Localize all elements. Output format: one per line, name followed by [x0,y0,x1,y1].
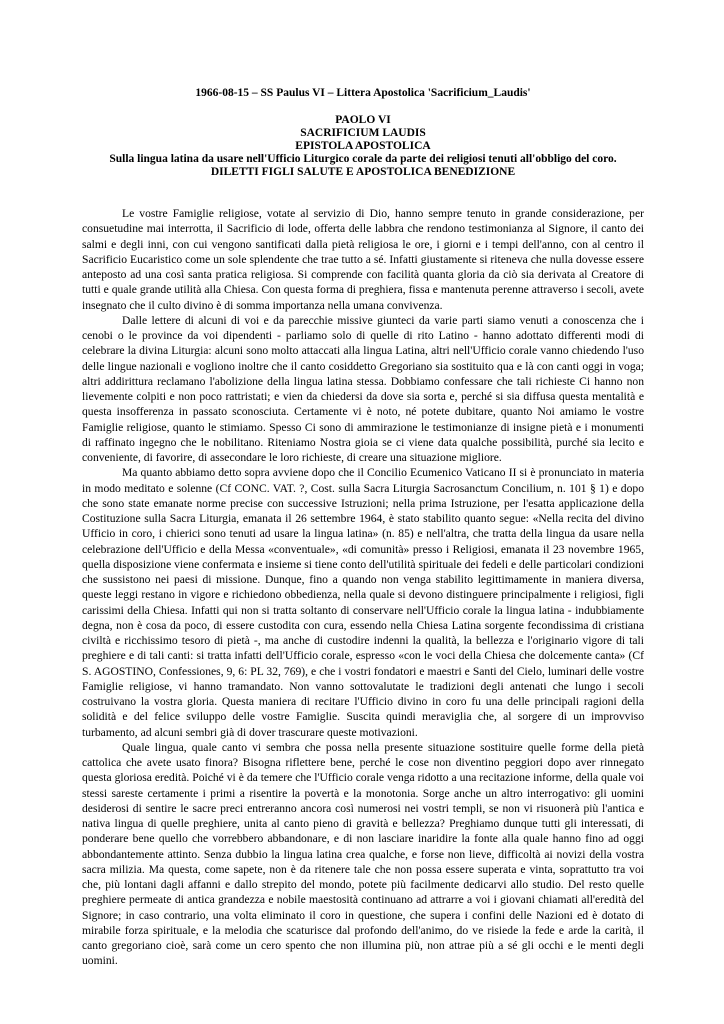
document-title: 1966-08-15 – SS Paulus VI – Littera Apostolica 'Sacrificium_Laudis' [195,87,531,99]
heading-block [82,114,644,179]
body-text [82,206,644,969]
document-subject: Sulla lingua latina da usare nell'Ufficio Liturgico corale da parte dei religiosi tenuti all'obbligo del coro. [109,153,617,165]
paragraph: Le vostre Famiglie religiose, votate al servizio di Dio, hanno sempre tenuto in grande considerazione, per consuetudine mai interrotta, il Sacrificio di lode, offerta delle labbra che rendono testimonianza al Signore, il canto dei salmi e degli inni, con cui vengono santificati dalla pietà religiosa le ore, i giorni e i tempi dell'anno, con al centro il Sacrificio Eucaristico come un sole splendente che trae tutto a sé. Infatti giustamente si riteneva che nulla dovesse essere anteposto ad una così santa pratica religiosa. Si comprende con facilità quanta gloria da ciò sia derivata al Creatore di tutti e quale grande utilità alla Chiesa. Con questa forma di preghiera, fissa e mantenuta perenne attraverso i secoli, avete insegnato che il culto divino è di somma importanza nella umana convivenza. [82,207,644,312]
author-heading: PAOLO VI [335,114,391,126]
paragraph: Ma quanto abbiamo detto sopra avviene dopo che il Concilio Ecumenico Vaticano II si è pronunciato in materia in modo meditato e solenne (Cf CONC. VAT. ?, Cost. sulla Sacra Liturgia Sacrosanctum Concilium, n. 101 § 1) e dopo che sono state emanate norme precise con successive Istruzioni; nella prima Istruzione, per l'esatta applicazione della Costituzione sulla Sacra Liturgia, emanata il 26 settembre 1964, è stato stabilito quanto segue: «Nella recita del divino Ufficio in coro, i chierici sono tenuti ad usare la lingua latina» (n. 85) e nell'altra, che tratta della lingua da usare nella celebrazione dell'Ufficio e della Messa «conventuale», «di comunità» presso i Religiosi, emanata il 23 novembre 1965, quella disposizione viene confermata e insieme si tiene conto dell'utilità spirituale dei fedeli e delle particolari condizioni che sussistono nei paesi di missione. Dunque, fino a quando non venga stabilito legittimamente in maniera diversa, queste leggi restano in vigore e richiedono obbedienza, nella quale si devono distinguere principalmente i religiosi, figli carissimi della Chiesa. Infatti qui non si tratta soltanto di conservare nell'Ufficio corale la lingua latina - indubbiamente degna, non è cosa da poco, di essere custodita con cura, essendo nella Chiesa Latina sorgente fecondissima di cristiana civiltà e ricchissimo tesoro di pietà -, ma anche di custodire indenni la qualità, la bellezza e l'originario vigore di tali preghiere e di tali canti: si tratta infatti dell'Ufficio corale, espresso «con le voci della Chiesa che dolcemente canta» (Cf S. AGOSTINO, Confessiones, 9, 6: PL 32, 769), e che i vostri fondatori e maestri e Santi del Cielo, luminari delle vostre Famiglie religiose, vi hanno tramandato. Non vanno sottovalutate le tradizioni degli antenati che lungo i secoli costruivano la vostra gloria. Questa maniera di recitare l'Ufficio divino in coro fu una delle principali ragioni della solidità e del felice sviluppo delle vostre Famiglie. Suscita quindi meraviglia che, al sorgere di un improvviso turbamento, ad alcuni sembri già di dover trascurare queste motivazioni. [82,466,644,739]
latin-title: SACRIFICIUM LAUDIS [300,127,426,139]
document-type: EPISTOLA APOSTOLICA [295,140,431,152]
paragraph: Quale lingua, quale canto vi sembra che possa nella presente situazione sostituire quelle forme della pietà cattolica che avete usato finora? Bisogna riflettere bene, perché le cose non diventino peggiori dopo aver rinnegato questa gloriosa eredità. Poiché vi è da temere che l'Ufficio corale venga ridotto a una recitazione informe, della quale voi stessi sareste certamente i primi a risentire la povertà e la monotonia. Sorge anche un altro interrogativo: gli uomini desiderosi di sentire le sacre preci entreranno ancora così numerosi nei vostri templi, se non vi risuonerà più l'antica e nativa lingua di quelle preghiere, unita al canto pieno di gravità e bellezza? Preghiamo dunque tutti gli interessati, di ponderare bene quello che vorrebbero abbandonare, e di non lasciare inaridire la fonte alla quale hanno fino ad oggi abbondantemente attinto. Senza dubbio la lingua latina crea qualche, e forse non lieve, difficoltà ai novizi della vostra sacra milizia. Ma questa, come sapete, non è da ritenere tale che non possa essere superata e vinta, soprattutto tra voi che, più lontani dagli affanni e dallo strepito del mondo, potete più facilmente dedicarvi allo studio. Del resto quelle preghiere permeate di antica grandezza e nobile maestosità continuano ad attrarre a voi i giovani chiamati all'eredità del Signore; in caso contrario, una volta eliminato il coro in questione, che supera i confini delle Nazioni ed è dotato di mirabile forza spirituale, e la melodia che scaturisce dal profondo dell'animo, do ve risiede la fede e arde la carità, il canto gregoriano cioè, sarà come un cero spento che non illumina più, non attrae più a sé gli occhi e le menti degli uomini. [82,740,644,968]
paragraph: Dalle lettere di alcuni di voi e da parecchie missive giunteci da varie parti siamo venuti a conoscenza che i cenobi o le province da voi dipendenti - parliamo solo di quelle di rito Latino - hanno adottato differenti modi di celebrare la divina Liturgia: alcuni sono molto attaccati alla lingua Latina, altri nell'Ufficio corale vanno chiedendo l'uso delle lingue nazionali e vogliono inoltre che il canto cosiddetto Gregoriano sia sostituito qua e là con canti oggi in voga; altri addirittura reclamano l'abolizione della lingua latina stessa. Dobbiamo confessare che tali richieste Ci hanno non lievemente colpiti e non poco rattristati; e vien da chiedersi da dove sia sorta e, perché si sia diffusa questa mentalità e questa insofferenza in passato sconosciuta. Certamente vi è noto, né potete dubitare, quanto Noi amiamo le vostre Famiglie religiose, quanto le stimiamo. Spesso Ci sono di ammirazione le testimonianze di insigne pietà e i monumenti di raffinato ingegno che le nobilitano. Riteniamo Nostra gioia se ci viene data qualche possibilità, purché sia lecito e conveniente, di favorire, di assecondare le loro richieste, di creare una situazione migliore. [82,313,644,464]
salutation: DILETTI FIGLI SALUTE E APOSTOLICA BENEDIZIONE [210,166,516,178]
